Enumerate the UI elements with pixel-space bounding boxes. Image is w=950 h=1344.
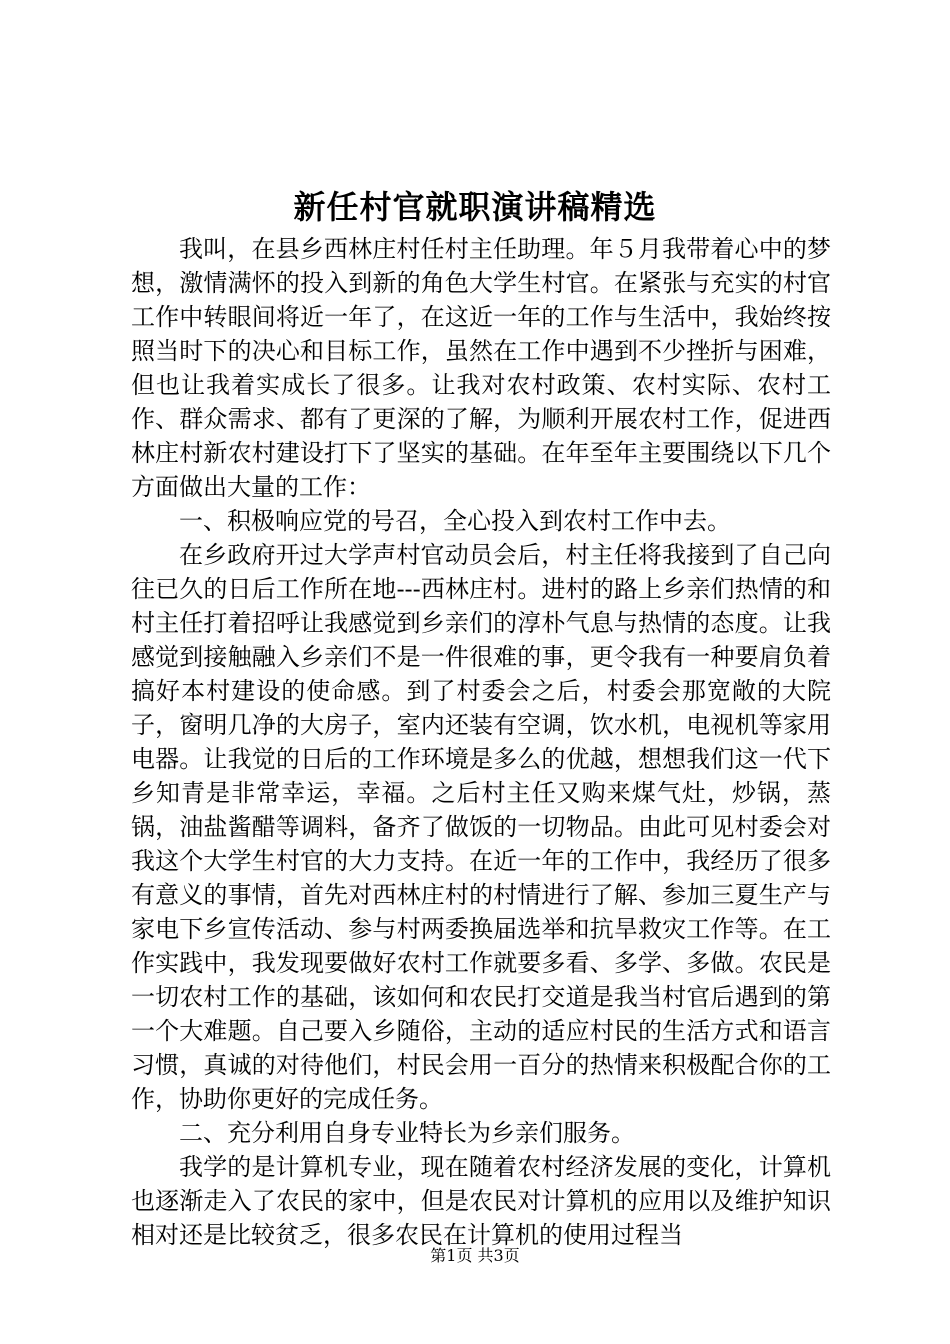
document-body [131,232,831,1252]
paragraph-section-2: 我学的是计算机专业，现在随着农村经济发展的变化，计算机也逐渐走入了农民的家中，但是农民对计算机的应用以及维护知识相对还是比较贫乏，很多农民在计算机的使用过程当 [131,1153,831,1249]
page-title: 新任村官就职演讲稿精选 [293,188,657,226]
section-heading-1: 一、积极响应党的号召，全心投入到农村工作中去。 [179,507,731,535]
section-heading-2: 二、充分利用自身专业特长为乡亲们服务。 [179,1119,635,1147]
paragraph-section-1: 在乡政府开过大学声村官动员会后，村主任将我接到了自己向往已久的日后工作所在地---西林庄村。进村的路上乡亲们热情的和村主任打着招呼让我感觉到乡亲们的淳朴气息与热情的态度。让我感觉到接触融入乡亲们不是一件很难的事，更令我有一种要肩负着搞好本村建设的使命感。到了村委会之后，村委会那宽敞的大院子，窗明几净的大房子，室内还装有空调，饮水机，电视机等家用电器。让我觉的日后的工作环境是多么的优越，想想我们这一代下乡知青是非常幸运，幸福。之后村主任又购来煤气灶，炒锅，蒸锅，油盐酱醋等调料，备齐了做饭的一切物品。由此可见村委会对我这个大学生村官的大力支持。在近一年的工作中，我经历了很多有意义的事情，首先对西林庄村的村情进行了解、参加三夏生产与家电下乡宣传活动、参与村两委换届选举和抗旱救灾工作等。在工作实践中，我发现要做好农村工作就要多看、多学、多做。农民是一切农村工作的基础，该如何和农民打交道是我当村官后遇到的第一个大难题。自己要入乡随俗，主动的适应村民的生活方式和语言习惯，真诚的对待他们，村民会用一百分的热情来积极配合你的工作，协助你更好的完成任务。 [131,541,831,1113]
page-footer: 第1页 共3页 [430,1246,520,1265]
paragraph-intro: 我叫，在县乡西林庄村任村主任助理。年５月我带着心中的梦想，激情满怀的投入到新的角色大学生村官。在紧张与充实的村官工作中转眼间将近一年了，在这近一年的工作与生活中，我始终按照当时下的决心和目标工作，虽然在工作中遇到不少挫折与困难，但也让我着实成长了很多。让我对农村政策、农村实际、农村工作、群众需求、都有了更深的了解，为顺利开展农村工作，促进西林庄村新农村建设打下了坚实的基础。在年至年主要围绕以下几个方面做出大量的工作： [131,235,831,501]
